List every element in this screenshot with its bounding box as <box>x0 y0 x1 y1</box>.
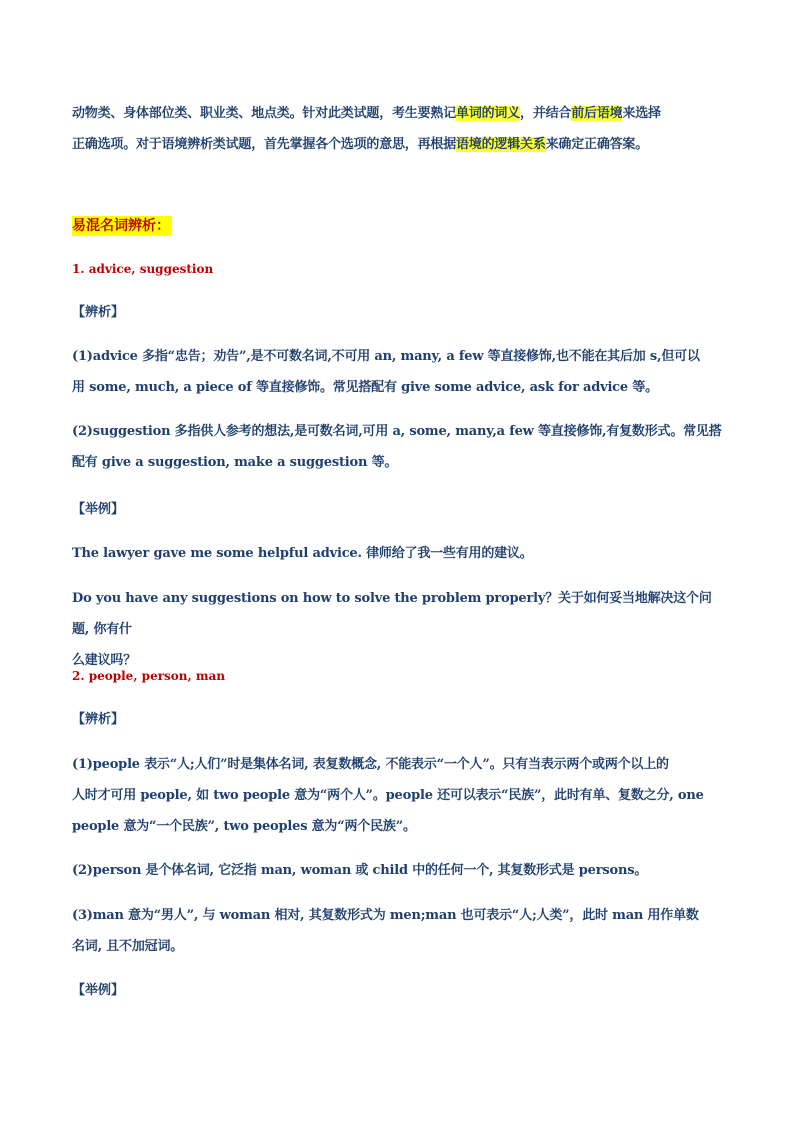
item1-title: 1. advice, suggestion <box>72 262 214 276</box>
item2-example-tag: 【举例】 <box>72 983 125 998</box>
item1-analysis-p2 <box>72 416 722 478</box>
intro-text: 动物类、身体部位类、职业类、地点类。针对此类试题，考生要熟记 <box>72 106 457 121</box>
highlight-word-meaning: 单词的词义 <box>456 106 521 121</box>
highlight-logic: 语境的逻辑关系 <box>456 137 546 152</box>
intro-text: 正确选项。对于语境辨析类试题，首先掌握各个选项的意思，再根据 <box>72 137 457 152</box>
item2-analysis-tag: 【辨析】 <box>72 712 125 727</box>
text-line: (2)suggestion 多指供人参考的想法,是可数名词,可用 a, some, many,a few 等直接修饰,有复数形式。常见搭 <box>72 424 722 439</box>
text-line: (1)people 表示“人;人们”时是集体名词, 表复数概念, 不能表示“一个人”。只有当表示两个或两个以上的 <box>72 757 669 772</box>
intro-text: 来确定正确答案。 <box>545 137 649 152</box>
item1-example-1 <box>72 538 533 569</box>
item1-analysis-p1 <box>72 341 700 403</box>
intro-line-2 <box>72 129 661 160</box>
text-line: (2)person 是个体名词, 它泛指 man, woman 或 child 中的任何一个, 其复数形式是 persons。 <box>72 863 648 878</box>
text-line: people 意为“一个民族”, two peoples 意为“两个民族”。 <box>72 819 416 834</box>
text-line: Do you have any suggestions on how to solve the problem properly？关于如何妥当地解决这个问题, 你有什 <box>72 591 712 637</box>
text-line: (3)man 意为“男人”, 与 woman 相对, 其复数形式为 men;man 也可表示“人;人类”，此时 man 用作单数 <box>72 908 699 923</box>
intro-text: 来选择 <box>622 106 661 121</box>
text-line: 人时才可用 people, 如 two people 意为“两个人”。people 还可以表示“民族”，此时有单、复数之分, one <box>72 788 704 803</box>
item1-analysis-tag: 【辨析】 <box>72 305 125 320</box>
section-heading-wrap <box>72 215 172 236</box>
text-line: 配有 give a suggestion, make a suggestion 等。 <box>72 455 398 470</box>
text-line: 名词, 且不加冠词。 <box>72 939 184 954</box>
text-line: (1)advice 多指“忠告；劝告”,是不可数名词,不可用 an, many, a few 等直接修饰,也不能在其后加 s,但可以 <box>72 349 700 364</box>
item2-title: 2. people, person, man <box>72 669 226 683</box>
item1-example-tag: 【举例】 <box>72 502 125 517</box>
highlight-context: 前后语境 <box>571 106 623 121</box>
text-line: 么建议吗？ <box>72 653 137 668</box>
text-line: The lawyer gave me some helpful advice. 律师给了我一些有用的建议。 <box>72 546 533 561</box>
item2-analysis-p1 <box>72 749 704 842</box>
intro-line-1 <box>72 98 661 129</box>
text-line: 用 some, much, a piece of 等直接修饰。常见搭配有 give some advice, ask for advice 等。 <box>72 380 658 395</box>
item2-analysis-p2 <box>72 855 647 886</box>
item1-example-2 <box>72 583 724 676</box>
item2-analysis-p3 <box>72 900 699 962</box>
intro-text: ，并结合 <box>520 106 572 121</box>
intro-paragraph <box>72 98 661 160</box>
section-heading: 易混名词辨析： <box>72 218 170 234</box>
